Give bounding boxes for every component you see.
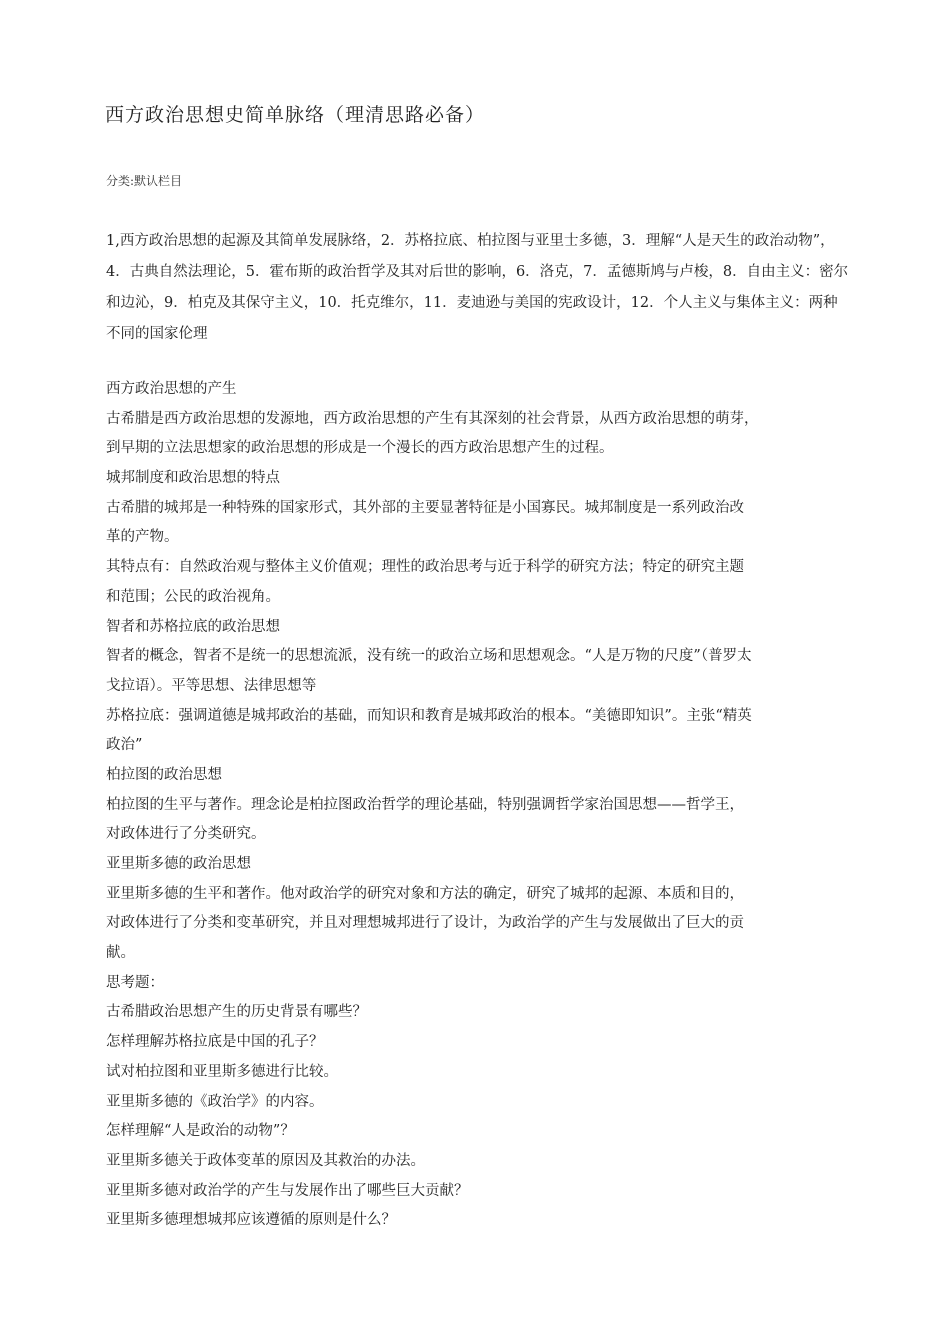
text-line: 政治” [106, 737, 143, 754]
text-line: 智者的概念，智者不是统一的思想流派，没有统一的政治立场和思想观念。“人是万物的尺度”（普罗太 [106, 648, 752, 665]
category-label: 分类:默认栏目 [106, 174, 183, 188]
text-line: 苏格拉底：强调道德是城邦政治的基础，而知识和教育是城邦政治的根本。“美德即知识”。主张“精英 [106, 707, 752, 724]
text-line: 对政体进行了分类和变革研究，并且对理想城邦进行了设计，为政治学的产生与发展做出了巨大的贡 [106, 915, 744, 932]
question-item: 亚里斯多德的《政治学》的内容。 [106, 1093, 324, 1110]
text-line: 古希腊的城邦是一种特殊的国家形式，其外部的主要显著特征是小国寡民。城邦制度是一系列政治改 [106, 499, 744, 516]
text-line: 献。 [106, 945, 135, 962]
question-item: 亚里斯多德关于政体变革的原因及其救治的办法。 [106, 1152, 425, 1169]
text-line: 和范围；公民的政治视角。 [106, 588, 280, 605]
question-item: 古希腊政治思想产生的历史背景有哪些？ [106, 1004, 367, 1021]
section-heading: 城邦制度和政治思想的特点 [106, 470, 280, 487]
question-item: 试对柏拉图和亚里斯多德进行比较。 [106, 1063, 338, 1080]
intro-paragraph: 1,西方政治思想的起源及其简单发展脉络，2．苏格拉底、柏拉图与亚里士多德，3．理解“人是天生的政治动物”，4．古典自然法理论，5．霍布斯的政治哲学及其对后世的影响，6．洛克，7．孟德斯鸠与卢梭，8．自由主义：密尔和边沁，9．柏克及其保守主义，10．托克维尔，11．麦迪逊与美国的宪政设计，12．个人主义与集体主义：两种不同的国家伦理 [106, 233, 849, 342]
text-line: 亚里斯多德的生平和著作。他对政治学的研究对象和方法的确定，研究了城邦的起源、本质和目的， [106, 885, 744, 902]
text-line: 柏拉图的生平与著作。理念论是柏拉图政治哲学的理论基础，特别强调哲学家治国思想——哲学王， [106, 796, 744, 813]
text-line: 戈拉语）。平等思想、法律思想等 [106, 677, 317, 694]
question-item: 亚里斯多德对政治学的产生与发展作出了哪些巨大贡献？ [106, 1182, 469, 1199]
section-heading: 思考题： [106, 974, 164, 991]
document-title: 西方政治思想史简单脉络（理清思路必备） [105, 104, 486, 126]
text-line: 其特点有：自然政治观与整体主义价值观；理性的政治思考与近于科学的研究方法；特定的研究主题 [106, 559, 744, 576]
section-heading: 柏拉图的政治思想 [106, 766, 222, 783]
question-item: 怎样理解苏格拉底是中国的孔子？ [106, 1034, 324, 1051]
body-text [106, 375, 851, 1236]
question-item: 亚里斯多德理想城邦应该遵循的原则是什么？ [106, 1212, 396, 1229]
text-line: 对政体进行了分类研究。 [106, 826, 266, 843]
section-heading: 智者和苏格拉底的政治思想 [106, 618, 280, 635]
text-line: 古希腊是西方政治思想的发源地，西方政治思想的产生有其深刻的社会背景，从西方政治思想的萌芽， [106, 410, 759, 427]
text-line: 到早期的立法思想家的政治思想的形成是一个漫长的西方政治思想产生的过程。 [106, 440, 614, 457]
section-heading: 西方政治思想的产生 [106, 381, 237, 397]
question-item: 怎样理解“人是政治的动物”？ [106, 1123, 295, 1140]
text-line: 革的产物。 [106, 529, 179, 546]
section-heading: 亚里斯多德的政治思想 [106, 856, 251, 872]
